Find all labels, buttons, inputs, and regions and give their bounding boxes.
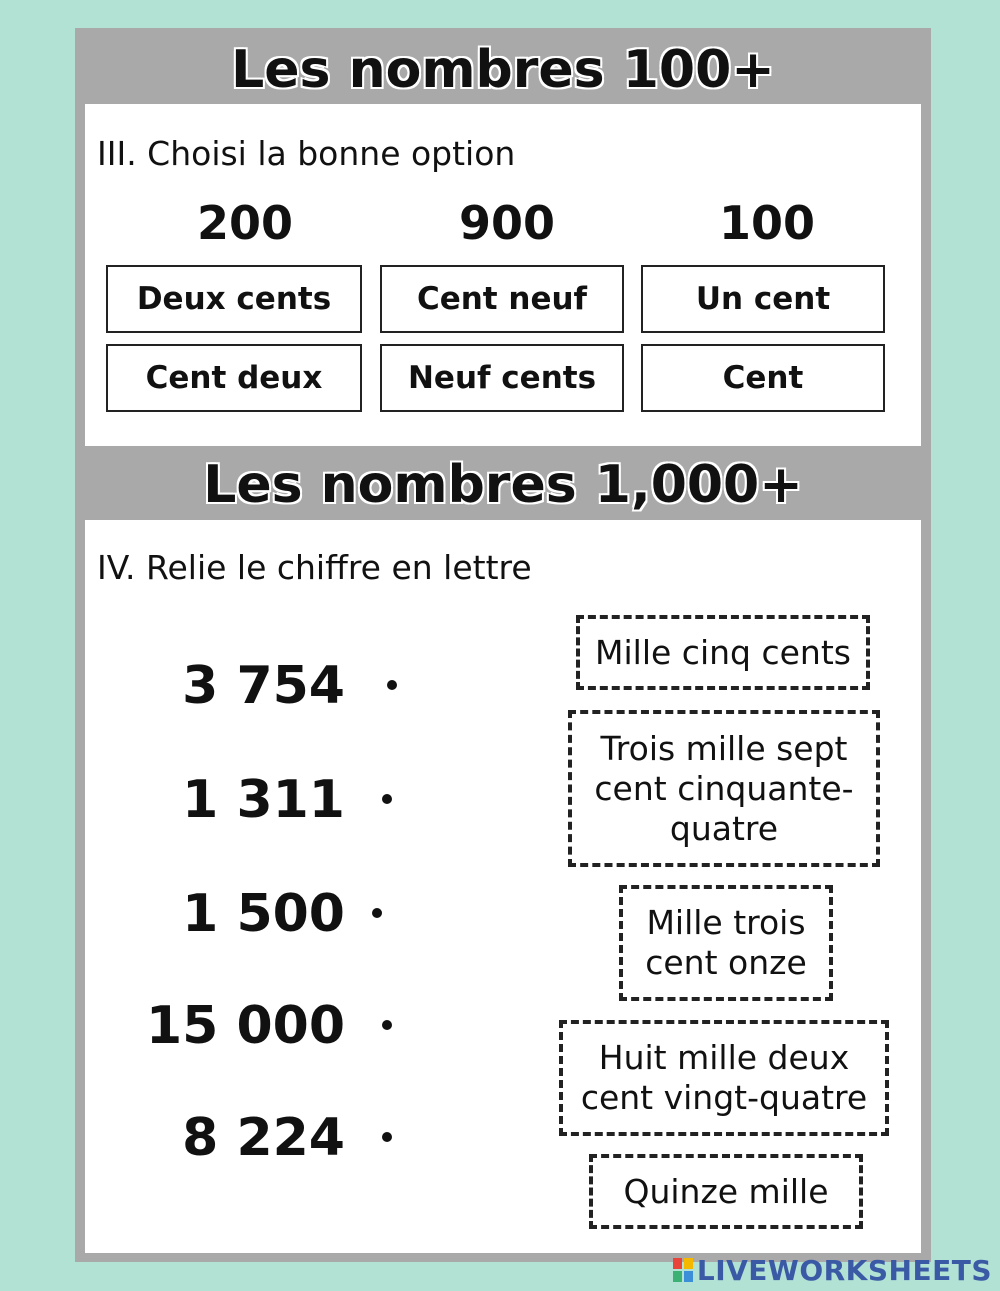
- number-3754: 3 754: [182, 656, 345, 716]
- section1-instruction: III. Choisi la bonne option: [97, 134, 516, 173]
- option-cent-neuf[interactable]: Cent neuf: [380, 265, 624, 333]
- word-mille-trois-cent-onze[interactable]: Mille trois cent onze: [619, 885, 833, 1001]
- number-15000: 15 000: [145, 996, 345, 1056]
- connector-dot-8224[interactable]: [382, 1132, 392, 1142]
- number-1500: 1 500: [182, 884, 345, 944]
- connector-dot-1311[interactable]: [382, 794, 392, 804]
- number-8224: 8 224: [182, 1108, 345, 1168]
- liveworksheets-logo-icon: [673, 1258, 693, 1282]
- section2-title: Les nombres 1,000+: [203, 455, 803, 515]
- word-quinze-mille[interactable]: Quinze mille: [589, 1154, 863, 1229]
- number-100: 100: [718, 196, 816, 250]
- word-trois-mille-sept-cent-cinquante-quatre[interactable]: Trois mille sept cent cinquante-quatre: [568, 710, 880, 867]
- number-900: 900: [458, 196, 556, 250]
- section2-instruction: IV. Relie le chiffre en lettre: [97, 548, 532, 587]
- option-cent-deux[interactable]: Cent deux: [106, 344, 362, 412]
- section1-panel: [85, 104, 921, 446]
- connector-dot-3754[interactable]: [387, 680, 397, 690]
- word-huit-mille-deux-cent-vingt-quatre[interactable]: Huit mille deux cent vingt-quatre: [559, 1020, 889, 1136]
- word-mille-cinq-cents[interactable]: Mille cinq cents: [576, 615, 870, 690]
- brand-text: LIVEWORKSHEETS: [696, 1254, 992, 1287]
- connector-dot-1500[interactable]: [372, 908, 382, 918]
- connector-dot-15000[interactable]: [382, 1020, 392, 1030]
- liveworksheets-brand: [673, 1254, 992, 1287]
- option-un-cent[interactable]: Un cent: [641, 265, 885, 333]
- worksheet: [75, 28, 931, 1262]
- section2-panel: [85, 520, 921, 1253]
- section1-title: Les nombres 100+: [231, 40, 775, 100]
- option-neuf-cents[interactable]: Neuf cents: [380, 344, 624, 412]
- number-1311: 1 311: [182, 770, 345, 830]
- option-cent[interactable]: Cent: [641, 344, 885, 412]
- option-deux-cents[interactable]: Deux cents: [106, 265, 362, 333]
- number-200: 200: [196, 196, 294, 250]
